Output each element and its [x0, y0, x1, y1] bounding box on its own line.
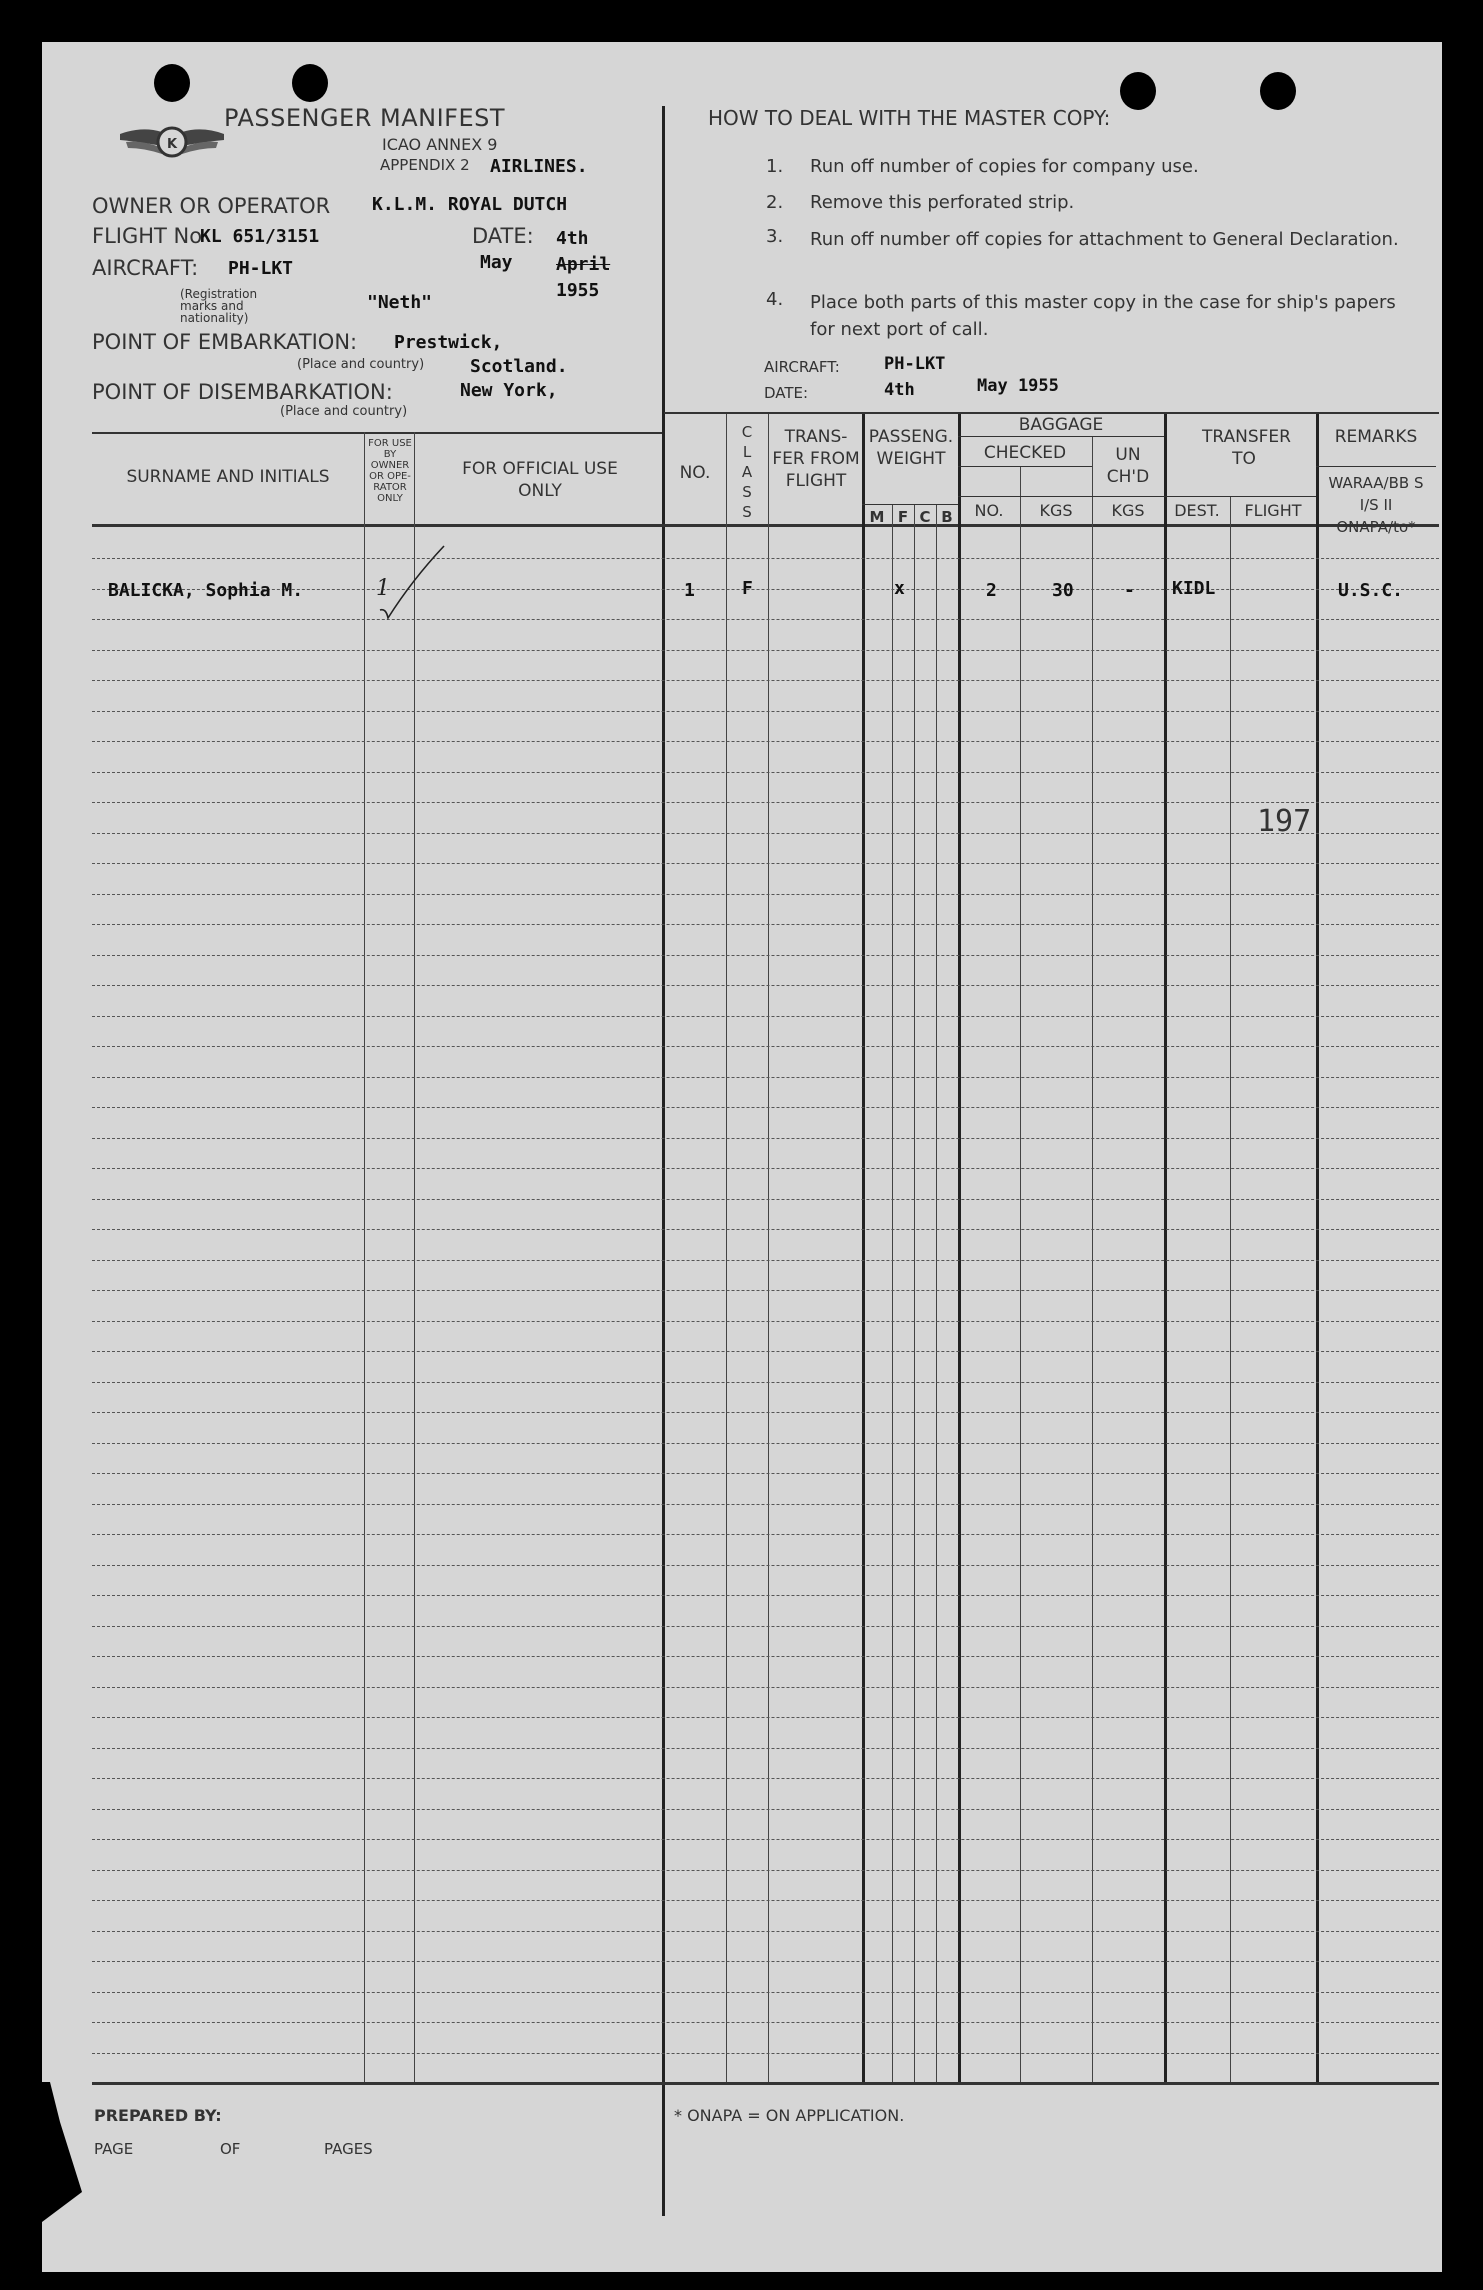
row-line — [92, 1473, 1439, 1474]
col-line — [768, 414, 769, 2082]
row-line — [92, 985, 1439, 986]
row-line — [92, 1351, 1439, 1352]
klm-logo-icon — [112, 112, 232, 172]
owner-value: K.L.M. ROYAL DUTCH — [372, 194, 568, 215]
row-line — [92, 1534, 1439, 1535]
subheader-line — [1316, 466, 1436, 467]
col-header-remarks-sub: WARAA/BB S I/S II ONAPA/to* — [1328, 474, 1424, 536]
row-line — [92, 1290, 1439, 1291]
row-line — [92, 1107, 1439, 1108]
col-header-owner-use: FOR USE BY OWNER OR OPE-RATOR ONLY — [368, 438, 412, 504]
form-title: PASSENGER MANIFEST — [224, 104, 506, 132]
col-header-unchd-kgs: KGS — [1111, 501, 1145, 520]
tick-mark-icon — [372, 522, 492, 642]
disembark-value: New York, — [460, 380, 558, 401]
row-line — [92, 1321, 1439, 1322]
col-line — [862, 414, 865, 2082]
col-header-bag-kgs: KGS — [1039, 501, 1073, 520]
embark-country: Scotland. — [470, 356, 568, 377]
subheader-line — [862, 504, 958, 505]
passenger-no: 1 — [684, 580, 695, 601]
owner-mark: 1 — [376, 576, 390, 601]
row-line — [92, 2022, 1439, 2023]
reg-note: (Registration marks and nationality) — [180, 287, 258, 325]
instructions-aircraft-value: PH-LKT — [884, 354, 946, 374]
subheader-line — [958, 436, 1164, 437]
row-line — [92, 955, 1439, 956]
row-line — [92, 1168, 1439, 1169]
col-header-remarks: REMARKS — [1334, 427, 1418, 447]
form-subtitle-annex: ICAO ANNEX 9 — [382, 135, 498, 154]
aircraft-label: AIRCRAFT: — [92, 256, 199, 280]
row-line — [92, 1748, 1439, 1749]
col-header-bag-no: NO. — [974, 501, 1004, 520]
date-label: DATE: — [472, 224, 534, 248]
row-line — [92, 619, 1439, 620]
subheader-line — [958, 496, 1164, 497]
row-line — [92, 1809, 1439, 1810]
row-line — [92, 1961, 1439, 1962]
col-header-passeng-weight: PASSENG. WEIGHT — [868, 427, 954, 469]
row-line — [92, 2053, 1439, 2054]
row-line — [92, 1382, 1439, 1383]
row-line — [92, 802, 1439, 803]
col-line — [958, 414, 961, 2082]
disembark-note: (Place and country) — [280, 404, 408, 419]
embark-label: POINT OF EMBARKATION: — [92, 330, 358, 354]
row-line — [92, 558, 1439, 559]
col-line — [1230, 496, 1231, 2082]
svg-text:K: K — [166, 137, 178, 152]
remarks-value: U.S.C. — [1338, 580, 1404, 601]
weight-sub-m: M — [869, 508, 885, 526]
transfer-dest: KIDL — [1172, 578, 1216, 599]
instruction-num: 2. — [766, 192, 784, 213]
punch-hole — [1120, 72, 1156, 110]
subheader-line — [1164, 496, 1316, 497]
col-header-unchd: UN CH'D — [1106, 445, 1150, 487]
row-line — [92, 1443, 1439, 1444]
row-line — [92, 1016, 1439, 1017]
owner-label: OWNER OR OPERATOR — [92, 194, 331, 218]
prepared-by-label: PREPARED BY: — [94, 2106, 222, 2125]
torn-corner — [42, 2082, 102, 2272]
punch-hole — [1260, 72, 1296, 110]
row-line — [92, 894, 1439, 895]
date-month: May — [480, 252, 513, 273]
row-line — [92, 1687, 1439, 1688]
instruction-text: Place both parts of this master copy in the case for ship's papers for next port of call. — [810, 292, 1396, 340]
row-line — [92, 680, 1439, 681]
weight-sub-c: C — [919, 508, 931, 526]
row-line — [92, 772, 1439, 773]
instruction-text: Remove this perforated strip. — [810, 192, 1075, 213]
row-line — [92, 1077, 1439, 1078]
col-line — [1092, 436, 1093, 2082]
owner-value-2: AIRLINES. — [490, 156, 588, 177]
row-line — [92, 1565, 1439, 1566]
row-line — [92, 1839, 1439, 1840]
instructions-aircraft-label: AIRCRAFT: — [764, 358, 840, 376]
col-header-checked: CHECKED — [983, 443, 1067, 463]
row-line — [92, 1595, 1439, 1596]
punch-hole — [154, 64, 190, 102]
col-header-surname: SURNAME AND INITIALS — [126, 467, 330, 487]
row-line — [92, 1046, 1439, 1047]
instructions-title: HOW TO DEAL WITH THE MASTER COPY: — [708, 106, 1111, 130]
row-line — [92, 1412, 1439, 1413]
row-line — [92, 1931, 1439, 1932]
passenger-class: F — [742, 578, 753, 599]
instruction-num: 1. — [766, 156, 784, 177]
col-line — [1164, 414, 1167, 2082]
header-rule — [92, 432, 662, 434]
col-header-flight: FLIGHT — [1244, 501, 1302, 520]
row-line — [92, 1626, 1439, 1627]
row-line — [92, 863, 1439, 864]
embark-value: Prestwick, — [394, 332, 503, 353]
col-header-dest: DEST. — [1174, 501, 1220, 520]
col-header-baggage: BAGGAGE — [1018, 415, 1104, 435]
row-line — [92, 924, 1439, 925]
instruction-num: 3. — [766, 226, 784, 247]
punch-hole — [292, 64, 328, 102]
disembark-label: POINT OF DISEMBARKATION: — [92, 380, 393, 404]
row-line — [92, 1870, 1439, 1871]
instruction-num: 4. — [766, 289, 784, 310]
embark-note: (Place and country) — [297, 357, 425, 372]
row-line — [92, 741, 1439, 742]
instruction-text: Run off number of copies for company use. — [810, 156, 1199, 177]
nationality-value: "Neth" — [367, 292, 433, 313]
instructions-date-value: 4th — [884, 380, 915, 400]
subheader-line — [958, 466, 1092, 467]
col-line — [1316, 414, 1319, 2082]
baggage-no: 2 — [986, 580, 997, 601]
date-struck: April — [556, 254, 611, 275]
row-line — [92, 1656, 1439, 1657]
row-line — [92, 711, 1439, 712]
col-header-no: NO. — [679, 463, 711, 483]
page-label: PAGE — [94, 2140, 134, 2158]
row-line — [92, 650, 1439, 651]
unchecked-kgs: - — [1124, 580, 1135, 601]
of-label: OF — [220, 2140, 241, 2158]
pages-label: PAGES — [324, 2140, 373, 2158]
row-line — [92, 1138, 1439, 1139]
passenger-weight: x — [894, 578, 905, 599]
col-header-class: CLASS — [741, 423, 753, 521]
flight-label: FLIGHT No — [92, 224, 203, 248]
form-subtitle-appendix: APPENDIX 2 — [380, 156, 470, 174]
instructions-date-label: DATE: — [764, 384, 809, 402]
col-header-transfer-from: TRANS-FER FROM FLIGHT — [772, 427, 860, 491]
date-value: 4th — [556, 228, 589, 249]
weight-sub-f: F — [897, 508, 909, 526]
row-line — [92, 1717, 1439, 1718]
col-header-transfer-to: TRANSFER TO — [1202, 427, 1291, 469]
instruction-text: Run off number off copies for attachment to General Declaration. — [810, 229, 1399, 250]
row-line — [92, 1199, 1439, 1200]
row-line — [92, 1229, 1439, 1230]
flight-value: KL 651/3151 — [200, 226, 320, 247]
table-bottom — [92, 2082, 1439, 2085]
col-header-official: FOR OFFICIAL USE ONLY — [462, 459, 618, 501]
row-line — [92, 1778, 1439, 1779]
baggage-kgs: 30 — [1052, 580, 1074, 601]
stamp-number: 197 — [1257, 804, 1312, 839]
column-header-bottom — [92, 524, 1439, 527]
onapa-note: * ONAPA = ON APPLICATION. — [674, 2106, 905, 2125]
row-line — [92, 1900, 1439, 1901]
manifest-page — [42, 42, 1442, 2272]
row-line — [92, 1504, 1439, 1505]
passenger-name: BALICKA, Sophia M. — [108, 580, 304, 601]
instructions-date-month: May 1955 — [977, 376, 1059, 396]
row-line — [92, 1992, 1439, 1993]
date-year: 1955 — [556, 280, 600, 301]
weight-sub-b: B — [941, 508, 953, 526]
col-line — [726, 414, 727, 2082]
row-line — [92, 833, 1439, 834]
aircraft-value: PH-LKT — [228, 258, 294, 279]
row-line — [92, 1260, 1439, 1261]
